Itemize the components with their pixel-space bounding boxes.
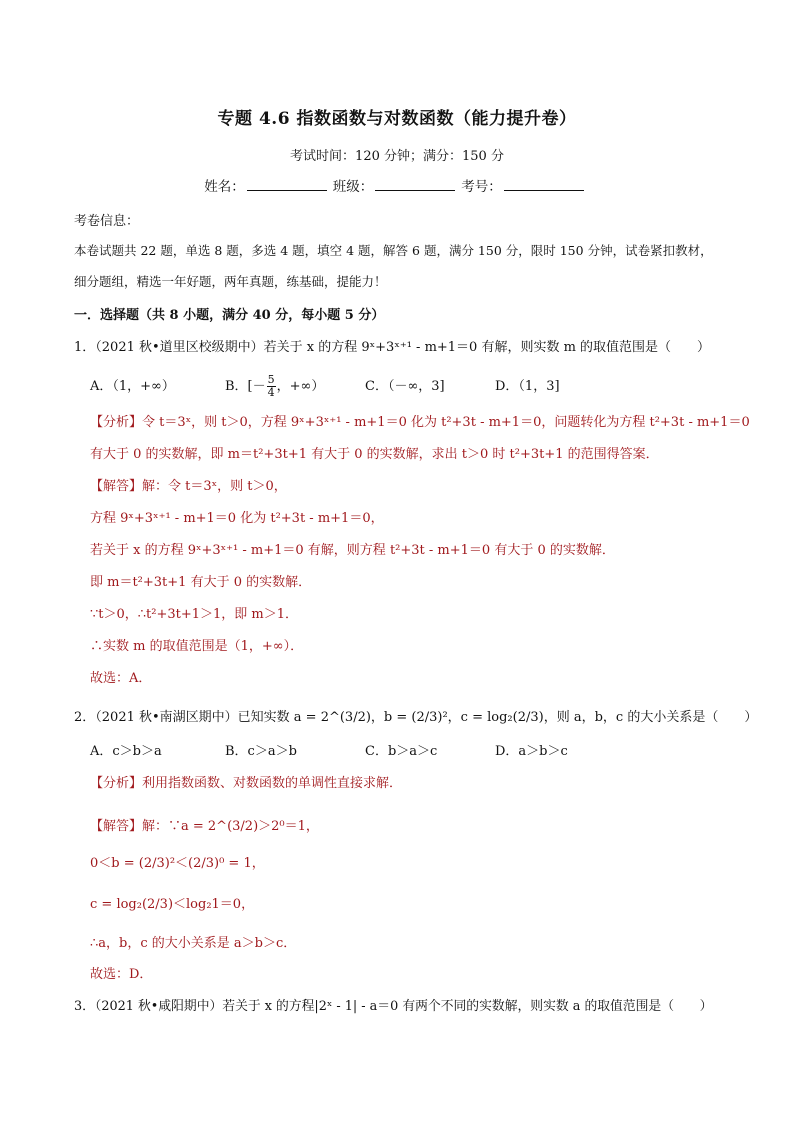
- id-blank[interactable]: [504, 176, 584, 191]
- q1-option-d: D．（1，3]: [495, 379, 560, 394]
- q2-stem: 2．（2021 秋•南湖区期中）已知实数 a = 2^(3/2)，b = (2/3)²，c = log₂(2/3)，则 a，b，c 的大小关系是（ ）: [74, 710, 758, 725]
- q2-option-a: A．c＞b＞a: [90, 744, 162, 759]
- q1-stem: 1．（2021 秋•道里区校级期中）若关于 x 的方程 9ˣ+3ˣ⁺¹ - m+1＝0 有解，则实数 m 的取值范围是（ ）: [74, 340, 711, 355]
- q1-solution-6: ∴实数 m 的取值范围是（1，+∞）．: [90, 639, 304, 654]
- class-label: 班级：: [332, 179, 374, 195]
- q2-option-d: D．a＞b＞c: [495, 744, 568, 759]
- q1-options: [90, 374, 560, 399]
- q2-solution-2: 0＜b = (2/3)²＜(2/3)⁰ = 1，: [90, 856, 265, 871]
- class-blank[interactable]: [375, 176, 455, 191]
- page-title: 专题 4.6 指数函数与对数函数（能力提升卷）: [217, 109, 577, 129]
- q1-solution-5: ∵t＞0，∴t²+3t+1＞1，即 m＞1．: [90, 607, 299, 622]
- name-label: 姓名：: [204, 179, 245, 195]
- exam-subtitle: 考试时间：120 分钟；满分：150 分: [290, 149, 504, 164]
- info-line-2: 细分题组，精选一年好题，两年真题，练基础，提能力！: [74, 274, 387, 289]
- q2-solution-3: c = log₂(2/3)＜log₂1＝0，: [90, 897, 255, 912]
- q2-answer: 故选：D．: [90, 967, 153, 982]
- q1-solution-1: 【解答】解：令 t＝3ˣ，则 t＞0，: [90, 479, 287, 494]
- id-label: 考号：: [461, 179, 502, 195]
- q1-option-c: C．（－∞，3]: [365, 379, 445, 394]
- q2-solution-4: ∴a，b，c 的大小关系是 a＞b＞c．: [90, 936, 297, 951]
- name-blank[interactable]: [247, 176, 327, 191]
- q3-stem: 3．（2021 秋•咸阳期中）若关于 x 的方程|2ˣ - 1| - a＝0 有两个不同的实数解，则实数 a 的取值范围是（ ）: [74, 999, 713, 1014]
- q1-solution-4: 即 m＝t²+3t+1 有大于 0 的实数解．: [90, 575, 312, 590]
- q1-analysis-line-1: 【分析】令 t＝3ˣ，则 t＞0，方程 9ˣ+3ˣ⁺¹ - m+1＝0 化为 t²+3t - m+1＝0，问题转化为方程 t²+3t - m+1＝0: [90, 415, 750, 430]
- info-heading: 考卷信息：: [74, 214, 140, 229]
- section-heading: 一．选择题（共 8 小题，满分 40 分，每小题 5 分）: [74, 308, 385, 323]
- q2-analysis: 【分析】利用指数函数、对数函数的单调性直接求解．: [90, 776, 403, 791]
- q1-answer: 故选：A．: [90, 671, 152, 686]
- q1-analysis-line-2: 有大于 0 的实数解，即 m＝t²+3t+1 有大于 0 的实数解，求出 t＞0 时 t²+3t+1 的范围得答案．: [90, 447, 659, 462]
- q1-option-b: B．[－ $\frac{5}{4}$ ，+∞）: [225, 373, 325, 399]
- q2-options: [90, 740, 568, 759]
- q2-solution-1: 【解答】解：∵a = 2^(3/2)＞2⁰＝1，: [90, 819, 319, 834]
- q1-solution-3: 若关于 x 的方程 9ˣ+3ˣ⁺¹ - m+1＝0 有解，则方程 t²+3t - m+1＝0 有大于 0 的实数解．: [90, 543, 615, 558]
- q2-option-c: C．b＞a＞c: [365, 744, 438, 759]
- student-info-row: [0, 175, 794, 195]
- info-line-1: 本卷试题共 22 题，单选 8 题，多选 4 题，填空 4 题，解答 6 题，满分 150 分，限时 150 分钟，试卷紧扣教材，: [74, 243, 713, 258]
- q1-option-a: A．（1，+∞）: [90, 379, 175, 394]
- q2-option-b: B．c＞a＞b: [225, 744, 297, 759]
- q1-solution-2: 方程 9ˣ+3ˣ⁺¹ - m+1＝0 化为 t²+3t - m+1＝0，: [90, 511, 384, 526]
